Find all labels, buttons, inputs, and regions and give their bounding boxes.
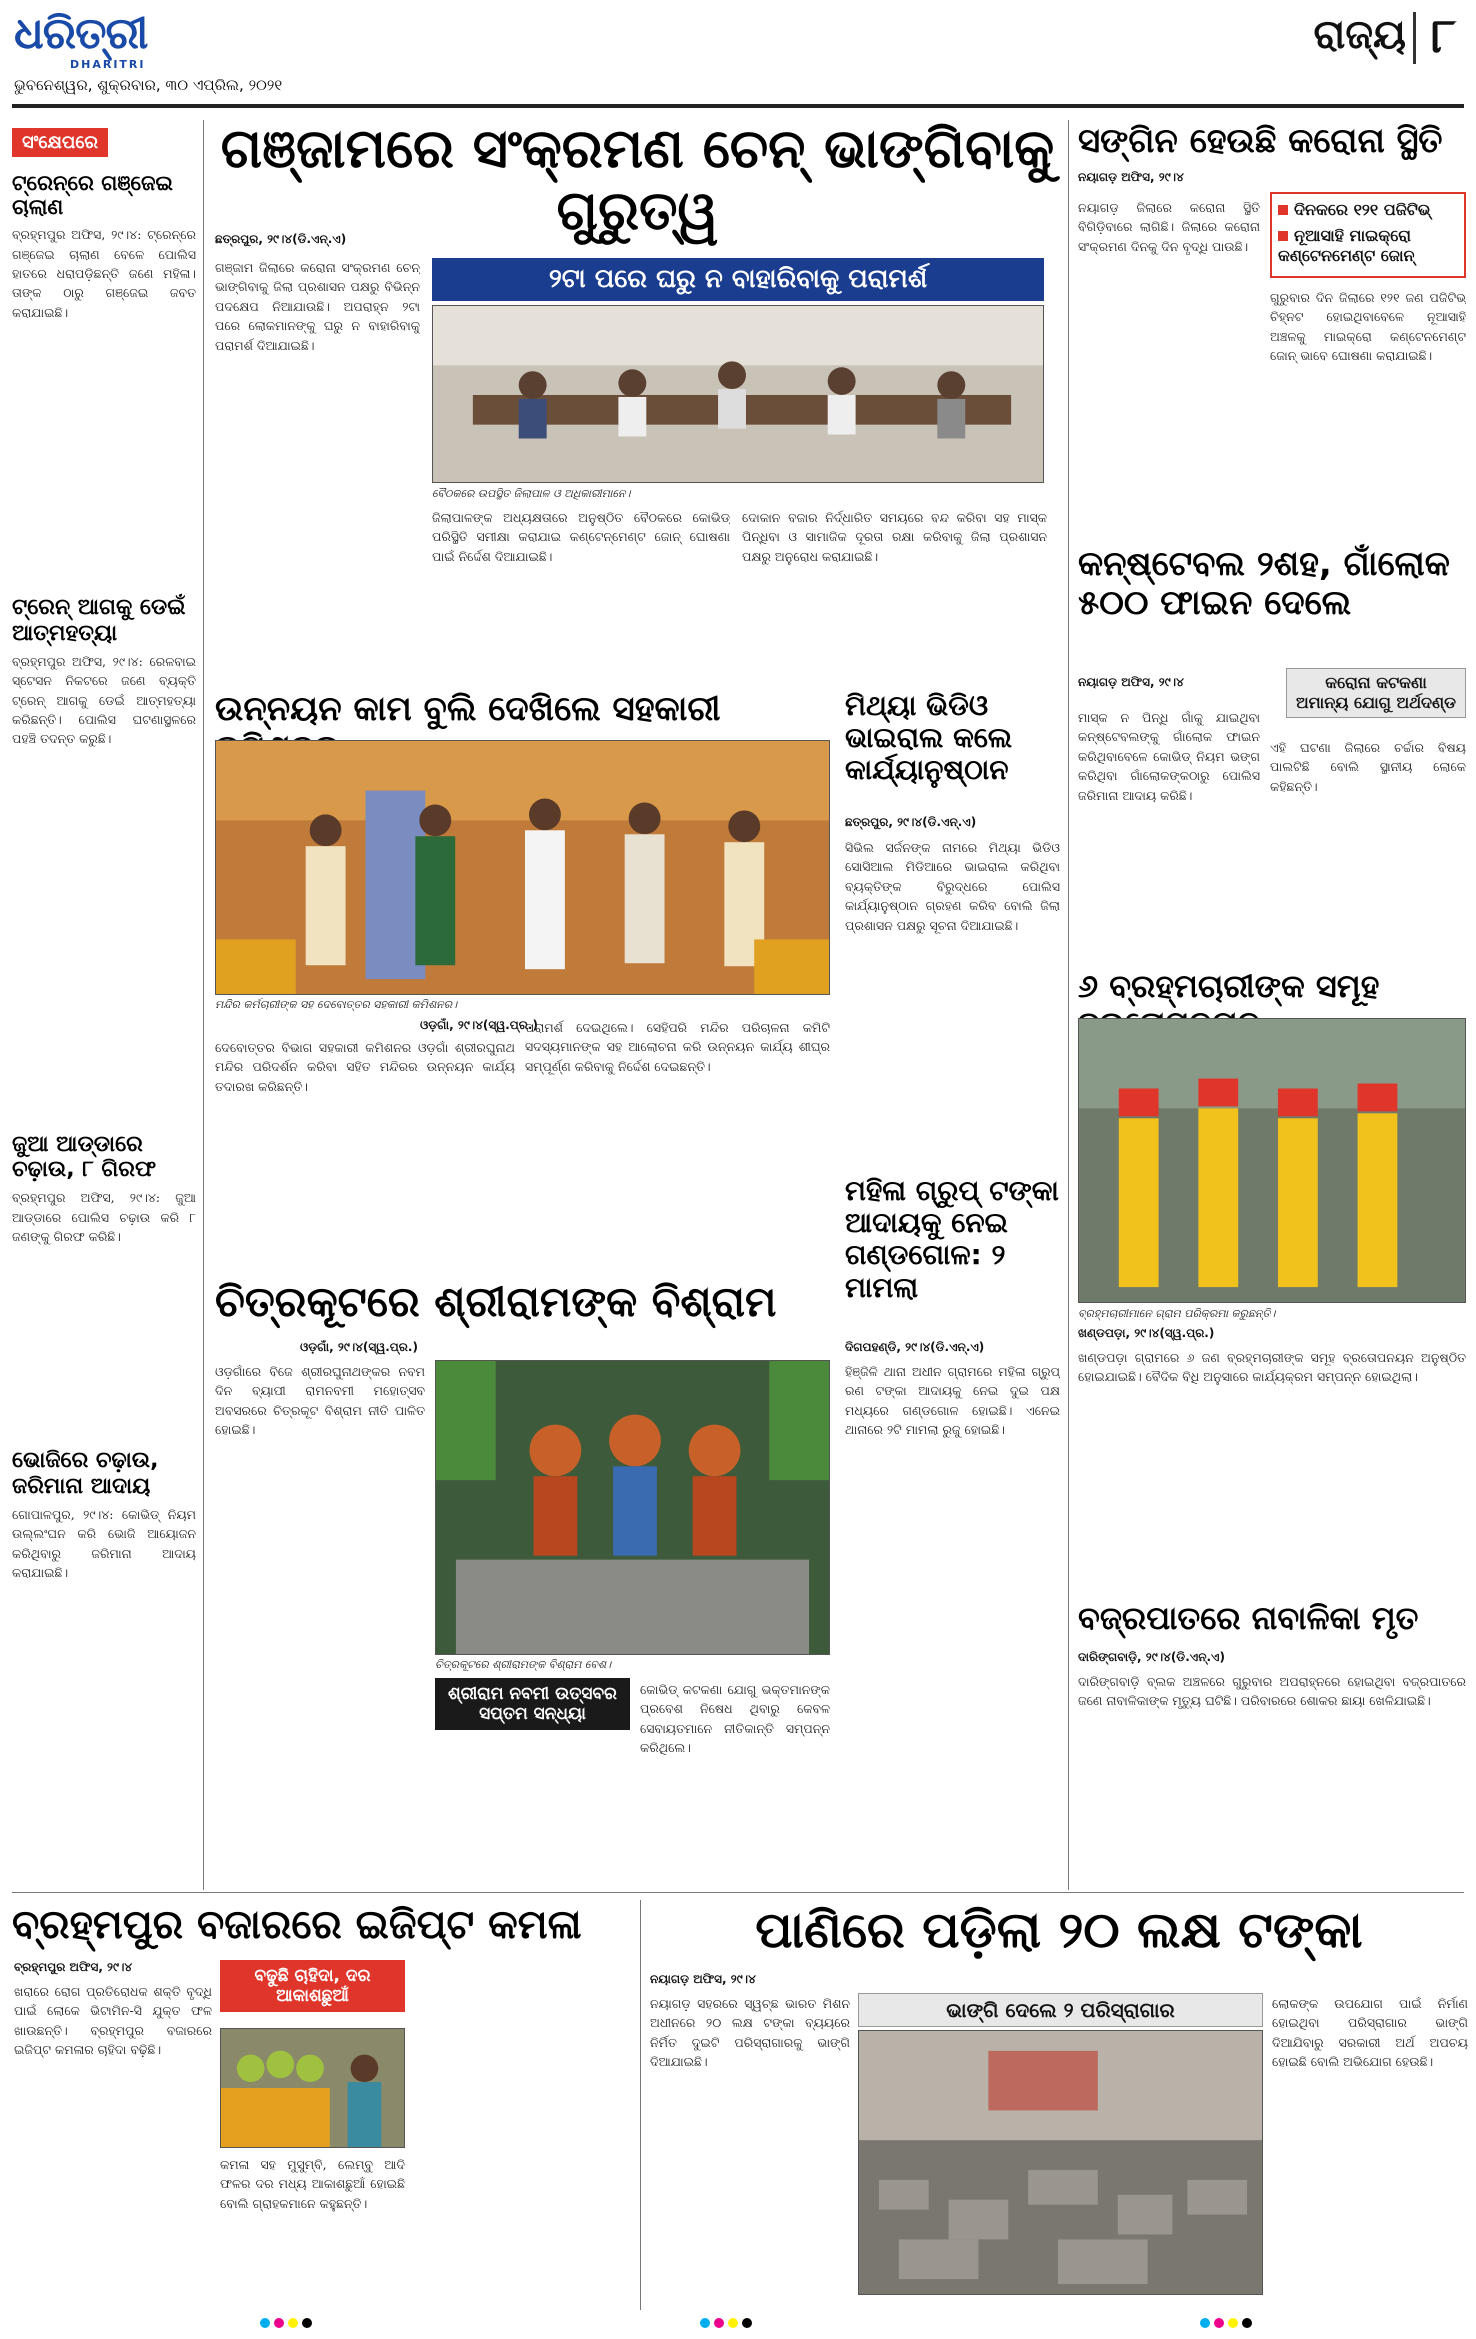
meeting-photo-icon xyxy=(433,306,1043,482)
video-body: ସିଭିଲ ସର୍ଜନଙ୍କ ନାମରେ ମିଥ୍ୟା ଭିଡିଓ ସୋସିଆଲ ମିଡିଆରେ ଭାଇରାଲ କରିଥିବା ବ୍ୟକ୍ତିଙ୍କ ବିରୁଦ୍ଧରେ ପୋଲିସ କାର୍ଯ୍ୟାନୁଷ୍ଠାନ ଗ୍ରହଣ କରିବ ବୋଲି ଜିଲା ପ୍ରଶାସନ ପକ୍ଷରୁ ସୂଚନା ଦିଆଯାଇଛି। xyxy=(845,840,1060,933)
money-byline: ନୟାଗଡ଼ ଅଫିସ, ୨୯।୪ xyxy=(650,1972,756,1986)
corona-byline: ନୟାଗଡ଼ ଅଫିସ, ୨୯।୪ xyxy=(1078,170,1184,184)
registration-marks xyxy=(260,2318,312,2328)
lemon-body: କମଳା ସହ ମୁସୁମ୍ବି, ଲେମ୍ବୁ ଆଦି ଫଳର ଦର ମଧ୍ୟ ଆକାଶଛୁଆଁ ହୋଇଛି ବୋଲି ଗ୍ରାହକମାନେ କହୁଛନ୍ତି। xyxy=(220,2157,405,2211)
logo-sub: DHARITRI xyxy=(70,58,146,71)
chitrakoot-caption: ଚିତ୍ରକୂଟରେ ଶ୍ରୀରାମଙ୍କ ବିଶ୍ରାମ ବେଶ। xyxy=(435,1658,612,1671)
yellow-dot-icon xyxy=(288,2318,298,2328)
brahmachari-headline: ୬ ବ୍ରହ୍ମଚାରୀଙ୍କ ସମୂହ xyxy=(1078,967,1380,1005)
lead-byline: ଛତ୍ରପୁର, ୨୯।୪(ଡି.ଏନ୍.ଏ) xyxy=(215,232,347,246)
corona-tag: ନୂଆସାହି ମାଇକ୍ରୋ କଣ୍ଟେନମେଣ୍ଟ ଜୋନ୍ xyxy=(1278,226,1415,265)
brief-title: ଜୁଆ ଆଡ୍ଡାରେ ଚଢ଼ାଉ, ୮ ଗିରଫ xyxy=(12,1131,157,1183)
black-dot-icon xyxy=(742,2318,752,2328)
lightning-byline: ଦାରିଙ୍ଗବାଡ଼ି, ୨୯।୪(ଡି.ଏନ୍.ଏ) xyxy=(1078,1650,1225,1664)
corona-body: ନୟାଗଡ଼ ଜିଲାରେ କରୋନା ସ୍ଥିତି ବିଗିଡ଼ିବାରେ ଲାଗିଛି। ଜିଲାରେ କରୋନା ସଂକ୍ରମଣ ଦିନକୁ ଦିନ ବୃଦ୍ଧି ପାଉଛି। xyxy=(1078,200,1260,254)
black-dot-icon xyxy=(1242,2318,1252,2328)
chitrakoot-body: ଓଡ଼ଗାଁରେ ବିଜେ ଶ୍ରୀରଘୁନାଥଙ୍କର ନବମ ଦିନ ବ୍ୟାପୀ ରାମନବମୀ ମହୋତ୍ସବ ଅବସରରେ ଚିତ୍ରକୂଟ ବିଶ୍ରାମ ନୀତି ପାଳିତ ହୋଇଛି। xyxy=(215,1364,425,1438)
brahmachari-body: ଖଣ୍ଡପଡ଼ା ଗ୍ରାମରେ ୬ ଜଣ ବ୍ରହ୍ମଚାରୀଙ୍କ ସମୂହ ବ୍ରତୋପନୟନ ଅନୁଷ୍ଠିତ ହୋଇଯାଇଛି। ବୈଦିକ ବିଧି ଅନୁସାରେ କାର୍ଯ୍ୟକ୍ରମ ସମ୍ପନ୍ନ ହୋଇଥିଲା। xyxy=(1078,1350,1466,1385)
bullet-icon xyxy=(1278,205,1288,215)
lead-body: ଗଞ୍ଜାମ ଜିଲାରେ କରୋନା ସଂକ୍ରମଣ ଚେନ୍ ଭାଙ୍ଗିବାକୁ ଜିଲା ପ୍ରଶାସନ ପକ୍ଷରୁ ବିଭିନ୍ନ ପଦକ୍ଷେପ ନିଆଯାଉଛି। ଅପରାହ୍ନ ୨ଟା ପରେ ଲୋକମାନଙ୍କୁ ଘରୁ ନ ବାହାରିବାକୁ ପରାମର୍ଶ ଦିଆଯାଇଛି। xyxy=(215,260,420,353)
money-body: ଲୋକଙ୍କ ଉପଯୋଗ ପାଇଁ ନିର୍ମାଣ ହୋଇଥିବା ପରିସ୍ରାଗାର ଭାଙ୍ଗି ଦିଆଯିବାରୁ ସରକାରୀ ଅର୍ଥ ଅପଚୟ ହୋଇଛି ବୋଲି ଅଭିଯୋଗ ହେଉଛି। xyxy=(1272,1996,1468,2070)
womens-group-headline: ମହିଳା ଗ୍ରୁପ୍ ଟଙ୍କା ଆଦାୟକୁ ନେଇ ଗଣ୍ଡଗୋଳ: ୨ ମାମଲା xyxy=(845,1174,1059,1304)
column-rule xyxy=(640,1900,641,2310)
constable-headline: କନ୍‌ଷ୍ଟେବଲ ୨ଶହ, ଗାଁଲୋକ ୫୦୦ ଫାଇନ ଦେଲେ xyxy=(1078,544,1450,624)
yellow-dot-icon xyxy=(1228,2318,1238,2328)
chitrakoot-photo xyxy=(435,1360,830,1655)
lead-body: ଦୋକାନ ବଜାର ନିର୍ଦ୍ଧାରିତ ସମୟରେ ବନ୍ଦ କରିବା ସହ ମାସ୍କ ପିନ୍ଧିବା ଓ ସାମାଜିକ ଦୂରତା ରକ୍ଷା କରିବାକୁ ଜିଲା ପ୍ରଶାସନ ପକ୍ଷରୁ ଅନୁରୋଧ କରାଯାଇଛି। xyxy=(742,510,1047,564)
brief-title: ଭୋଜିରେ ଚଢ଼ାଉ, ଜରିମାନା ଆଦାୟ xyxy=(12,1448,159,1499)
fruit-stall-photo-icon xyxy=(221,2029,404,2147)
corona-tag: ଦିନକରେ ୧୨୧ ପଜିଟିଭ୍ xyxy=(1278,200,1458,220)
money-banner: ଭାଙ୍ଗି ଦେଲେ ୨ ପରିସ୍ରାଗାର xyxy=(858,1993,1263,2027)
black-dot-icon xyxy=(302,2318,312,2328)
lead-photo xyxy=(432,305,1044,483)
brief-title: ଟ୍ରେନ୍‌ରେ ଗଞ୍ଜେଇ ଚାଲାଣ xyxy=(12,171,173,220)
lemon-headline: ବ୍ରହ୍ମପୁର ବଜାରରେ ଇଜିପ୍ଟ କମଳା xyxy=(12,1902,582,1948)
brief-title: ଟ୍ରେନ୍ ଆଗକୁ ଡେଇଁ ଆତ୍ମହତ୍ୟା xyxy=(12,595,186,646)
lightning-body: ଦାରିଙ୍ଗବାଡ଼ି ବ୍ଲକ ଅଞ୍ଚଳରେ ଗୁରୁବାର ଅପରାହ୍ନରେ ହୋଇଥିବା ବଜ୍ରପାତରେ ଜଣେ ନାବାଳିକାଙ୍କ ମୃତ୍ୟୁ ଘଟିଛି। ପରିବାରରେ ଶୋକର ଛାୟା ଖେଳିଯାଇଛି। xyxy=(1078,1674,1466,1709)
cyan-dot-icon xyxy=(1200,2318,1210,2328)
banner-line: ଅମାନ୍ୟ ଯୋଗୁ ଅର୍ଥଦଣ୍ଡ xyxy=(1295,693,1457,712)
deity-photo-icon xyxy=(436,1361,829,1654)
chitrakoot-headline: ଚିତ୍ରକୂଟରେ ଶ୍ରୀରାମଙ୍କ ବିଶ୍ରାମ xyxy=(215,1277,777,1326)
lemon-tag xyxy=(220,1960,405,2012)
tag-line: ଆକାଶଛୁଆଁ xyxy=(276,1986,349,2006)
section-rule xyxy=(12,1892,1464,1893)
brahmachari-photo xyxy=(1078,1018,1466,1303)
brahmachari-byline: ଖଣ୍ଡପଡ଼ା, ୨୯।୪(ସ୍ୱ.ପ୍ର.) xyxy=(1078,1326,1215,1340)
bullet-icon xyxy=(1278,231,1288,241)
column-rule xyxy=(1068,120,1069,1890)
lemon-byline: ବ୍ରହ୍ମପୁର ଅଫିସ, ୨୯।୪ xyxy=(14,1960,133,1974)
corona-tags xyxy=(1270,192,1466,278)
video-byline: ଛତ୍ରପୁର, ୨୯।୪(ଡି.ଏନ୍.ଏ) xyxy=(845,815,977,829)
commissioner-caption: ମନ୍ଦିର କର୍ମଚାରୀଙ୍କ ସହ ଦେବୋତ୍ତର ସହକାରୀ କମିଶନର। xyxy=(215,998,458,1011)
lemon-photo xyxy=(220,2028,405,2148)
brief-body: ବ୍ରହ୍ମପୁର ଅଫିସ, ୨୯।୪: ରେଳବାଇ ସ୍ଟେସନ ନିକଟରେ ଜଣେ ବ୍ୟକ୍ତି ଟ୍ରେନ୍ ଆଗକୁ ଡେଇଁ ଆତ୍ମହତ୍ୟା କରିଛନ୍ତି। ପୋଲିସ ଘଟଣାସ୍ଥଳରେ ପହଞ୍ଚି ତଦନ୍ତ କରୁଛି। xyxy=(12,653,196,747)
lemon-body: ଖରାରେ ରୋଗ ପ୍ରତିରୋଧକ ଶକ୍ତି ବୃଦ୍ଧି ପାଇଁ ଲୋକେ ଭିଟାମିନ-ସି ଯୁକ୍ତ ଫଳ ଖାଉଛନ୍ତି। ବ୍ରହ୍ମପୁର ବଜାରରେ ଇଜିପ୍ଟ କମଳାର ଚାହିଦା ବଢ଼ିଛି। xyxy=(14,1984,212,2058)
commissioner-photo xyxy=(215,740,830,995)
temple-photo-icon xyxy=(216,741,829,994)
video-headline: ମିଥ୍ୟା ଭିଡିଓ ଭାଇରାଲ କଲେ କାର୍ଯ୍ୟାନୁଷ୍ଠାନ xyxy=(845,689,1013,787)
chitrakoot-tag xyxy=(435,1678,630,1730)
chitrakoot-byline: ଓଡ଼ଗାଁ, ୨୯।୪(ସ୍ୱ.ପ୍ର.) xyxy=(300,1340,418,1354)
constable-byline: ନୟାଗଡ଼ ଅଫିସ, ୨୯।୪ xyxy=(1078,675,1184,689)
magenta-dot-icon xyxy=(274,2318,284,2328)
section-name: ରାଜ୍ୟ xyxy=(1313,12,1406,58)
masthead-rule xyxy=(12,104,1464,108)
lead-body: ଜିଲାପାଳଙ୍କ ଅଧ୍ୟକ୍ଷତାରେ ଅନୁଷ୍ଠିତ ବୈଠକରେ କୋଭିଡ୍ ପରିସ୍ଥିତି ସମୀକ୍ଷା କରାଯାଇ କଣ୍ଟେନ୍‌ମେଣ୍ଟ ଜୋନ୍ ଘୋଷଣା ପାଇଁ ନିର୍ଦ୍ଦେଶ ଦିଆଯାଇଛି। xyxy=(432,510,730,564)
briefs-column xyxy=(12,128,196,1705)
constable-banner xyxy=(1286,668,1466,718)
tag-line: ସପ୍ତମ ସନ୍ଧ୍ୟା xyxy=(479,1704,586,1724)
commissioner-body: ଦେବୋତ୍ତର ବିଭାଗ ସହକାରୀ କମିଶନର ଓଡ଼ଗାଁ ଶ୍ରୀରଘୁନାଥ ମନ୍ଦିର ପରିଦର୍ଶନ କରିବା ସହିତ ମନ୍ଦିରର ଉନ୍ନୟନ କାର୍ଯ୍ୟ ତଦାରଖ କରିଛନ୍ତି। xyxy=(215,1040,515,1094)
cyan-dot-icon xyxy=(260,2318,270,2328)
masthead-divider xyxy=(1413,12,1416,64)
lightning-headline: ବଜ୍ରପାତରେ ନାବାଳିକା ମୃତ xyxy=(1078,1599,1419,1637)
constable-body: ମାସ୍କ ନ ପିନ୍ଧି ଗାଁକୁ ଯାଇଥିବା କନ୍‌ଷ୍ଟେବଲଙ୍କୁ ଗାଁଲୋକ ଫାଇନ କରିଥିବାବେଳେ କୋଭିଡ୍ ନିୟମ ଭଙ୍ଗ କରିଥିବା ଗାଁଲୋକଙ୍କଠାରୁ ପୋଲିସ ଜରିମାନା ଆଦାୟ କରିଛି। xyxy=(1078,710,1260,803)
cyan-dot-icon xyxy=(700,2318,710,2328)
brahmachari-caption: ବ୍ରହ୍ମଚାରୀମାନେ ଗ୍ରାମ ପରିକ୍ରମା କରୁଛନ୍ତି। xyxy=(1078,1307,1276,1320)
money-photo xyxy=(858,2030,1263,2295)
registration-marks xyxy=(700,2318,752,2328)
magenta-dot-icon xyxy=(1214,2318,1224,2328)
column-rule xyxy=(203,120,204,1890)
corona-body: ଗୁରୁବାର ଦିନ ଜିଲାରେ ୧୨୧ ଜଣ ପଜିଟିଭ୍ ଚିହ୍ନଟ ହୋଇଥିବାବେଳେ ନୂଆସାହି ଅଞ୍ଚଳକୁ ମାଇକ୍ରୋ କଣ୍ଟେନମେଣ୍ଟ ଜୋନ୍ ଭାବେ ଘୋଷଣା କରାଯାଇଛି। xyxy=(1270,290,1466,364)
lead-caption: ବୈଠକରେ ଉପସ୍ଥିତ ଜିଲାପାଳ ଓ ଅଧିକାରୀମାନେ। xyxy=(432,487,631,500)
masthead-logo xyxy=(14,8,184,71)
commissioner-body: ପରାମର୍ଶ ଦେଇଥିଲେ। ସେହିପରି ମନ୍ଦିର ପରିଚାଳନା କମିଟି ସଦସ୍ୟମାନଙ୍କ ସହ ଆଲୋଚନା କରି ଉନ୍ନୟନ କାର୍ଯ୍ୟ ଶୀଘ୍ର ସମ୍ପୂର୍ଣ୍ଣ କରିବାକୁ ନିର୍ଦ୍ଦେଶ ଦେଇଛନ୍ତି। xyxy=(525,1020,830,1074)
corona-headline: ସଙ୍ଗିନ ହେଉଛି କରୋନା ସ୍ଥିତି xyxy=(1078,121,1443,161)
magenta-dot-icon xyxy=(714,2318,724,2328)
briefs-kicker: ସଂକ୍ଷେପରେ xyxy=(12,128,108,157)
lead-banner: ୨ଟା ପରେ ଘରୁ ନ ବାହାରିବାକୁ ପରାମର୍ଶ xyxy=(432,258,1044,301)
brief-body: ବ୍ରହ୍ମପୁର ଅଫିସ, ୨୯।୪: ଜୁଆ ଆଡ୍ଡାରେ ପୋଲିସ ଚଢ଼ାଉ କରି ୮ ଜଣଙ୍କୁ ଗିରଫ କରିଛି। xyxy=(12,1190,196,1245)
registration-marks xyxy=(1200,2318,1252,2328)
yellow-dot-icon xyxy=(728,2318,738,2328)
tag-line: ବଢୁଛି ଚାହିଦା, ଦର xyxy=(254,1966,371,1986)
brief-body: ବ୍ରହ୍ମପୁର ଅଫିସ, ୨୯।୪: ଟ୍ରେନ୍‌ରେ ଗଞ୍ଜେଇ ଚାଲାଣ ବେଳେ ପୋଲିସ ହାତରେ ଧରାପଡ଼ିଛନ୍ତି ଜଣେ ମହିଳା। ତାଙ୍କ ଠାରୁ ଗଞ୍ଜେଇ ଜବତ କରାଯାଇଛି। xyxy=(12,227,196,320)
womens-group-body: ହିଞ୍ଜିଳି ଥାନା ଅଧୀନ ଗ୍ରାମରେ ମହିଳା ଗ୍ରୁପ୍ ରଣ ଟଙ୍କା ଆଦାୟକୁ ନେଇ ଦୁଇ ପକ୍ଷ ମଧ୍ୟରେ ଗଣ୍ଡଗୋଳ ହୋଇଛି। ଏନେଇ ଥାନାରେ ୨ଟି ମାମଲା ରୁଜୁ ହୋଇଛି। xyxy=(845,1364,1060,1438)
ceremony-photo-icon xyxy=(1079,1019,1465,1302)
brief-body: ଗୋପାଳପୁର, ୨୯।୪: କୋଭିଡ୍ ନିୟମ ଉଲ୍ଲଂଘନ କରି ଭୋଜି ଆୟୋଜନ କରିଥିବାରୁ ଜରିମାନା ଆଦାୟ କରାଯାଇଛି। xyxy=(12,1507,196,1581)
constable-body: ଏହି ଘଟଣା ଜିଲାରେ ଚର୍ଚ୍ଚାର ବିଷୟ ପାଲଟିଛି ବୋଲି ସ୍ଥାନୀୟ ଲୋକେ କହିଛନ୍ତି। xyxy=(1270,740,1466,794)
money-body: ନୟାଗଡ଼ ସହରରେ ସ୍ୱଚ୍ଛ ଭାରତ ମିଶନ ଅଧୀନରେ ୨୦ ଲକ୍ଷ ଟଙ୍କା ବ୍ୟୟରେ ନିର୍ମିତ ଦୁଇଟି ପରିସ୍ରାଗାରକୁ ଭାଙ୍ଗି ଦିଆଯାଇଛି। xyxy=(650,1996,850,2070)
logo-text: ଧରିତ୍ରୀ xyxy=(14,8,148,59)
demolished-toilet-photo-icon xyxy=(859,2031,1262,2294)
commissioner-headline: ଉନ୍ନୟନ କାମ ବୁଲି ଦେଖିଲେ ସହକାରୀ xyxy=(215,689,721,729)
banner-line: କରୋନା କଟକଣା xyxy=(1325,673,1427,692)
dateline: ଭୁବନେଶ୍ୱର, ଶୁକ୍ରବାର, ୩୦ ଏପ୍ରିଲ, ୨୦୨୧ xyxy=(14,76,283,94)
tag-line: ଶ୍ରୀରାମ ନବମୀ ଉତ୍ସବର xyxy=(448,1684,617,1704)
page-number: ୮ xyxy=(1430,8,1456,64)
womens-group-byline: ଦିଗପହଣ୍ଡି, ୨୯।୪(ଡି.ଏନ୍.ଏ) xyxy=(845,1340,985,1354)
lead-headline: ଗଞ୍ଜାମରେ ସଂକ୍ରମଣ ଚେନ୍ ଭାଙ୍ଗିବାକୁ ଗୁରୁତ୍ୱ xyxy=(220,117,1055,243)
chitrakoot-body: କୋଭିଡ୍ କଟକଣା ଯୋଗୁ ଭକ୍ତମାନଙ୍କ ପ୍ରବେଶ ନିଷେଧ ଥିବାରୁ କେବଳ ସେବାୟତମାନେ ନୀତିକାନ୍ତି ସମ୍ପନ୍ନ କରିଥିଲେ। xyxy=(640,1682,830,1756)
commissioner-byline: ଓଡ଼ଗାଁ, ୨୯।୪(ସ୍ୱ.ପ୍ର.) xyxy=(420,1018,538,1032)
money-headline: ପାଣିରେ ପଡ଼ିଲା ୨୦ ଲକ୍ଷ ଟଙ୍କା xyxy=(755,1901,1363,1959)
